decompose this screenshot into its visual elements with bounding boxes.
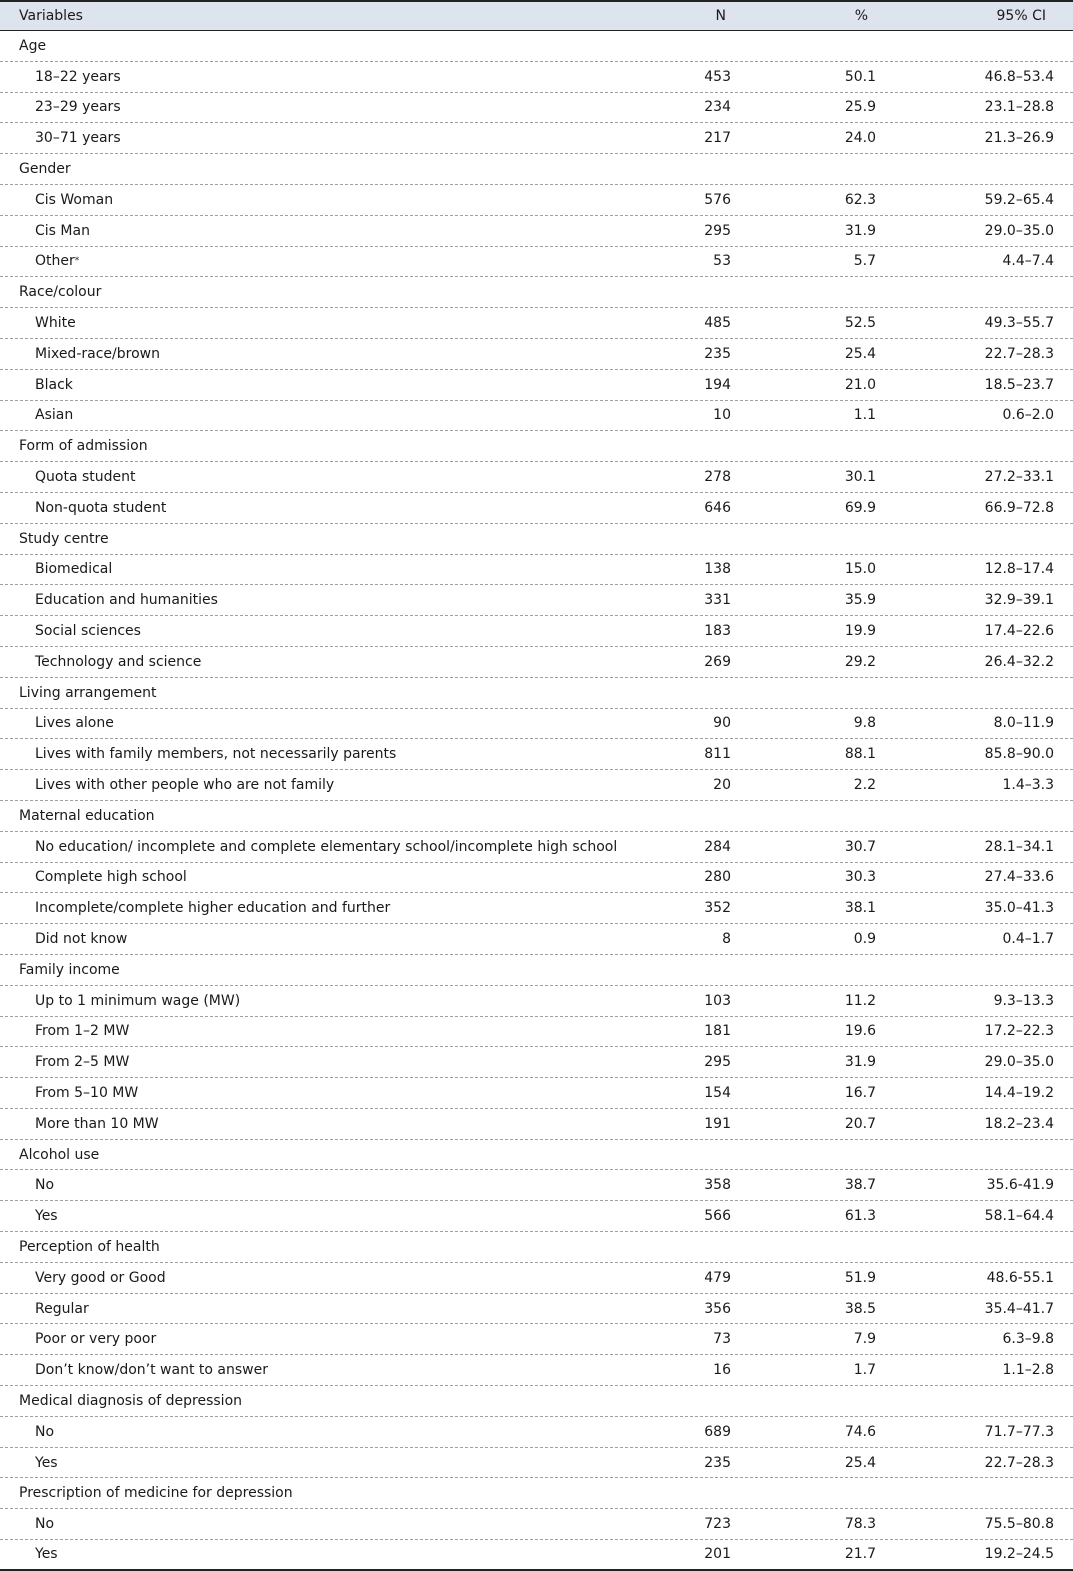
n-value: 181 <box>704 1023 731 1040</box>
n-value: 183 <box>704 623 731 640</box>
group-label <box>19 524 109 554</box>
ci-value: 6.3–9.8 <box>1002 1331 1054 1348</box>
table-row <box>0 986 1073 1017</box>
table-row <box>0 62 1073 93</box>
percent-value: 0.9 <box>853 931 876 947</box>
row-label <box>35 1170 54 1200</box>
header-variables: Variables <box>19 8 83 24</box>
group-label <box>19 678 156 708</box>
group-label <box>19 1478 293 1508</box>
n-value: 269 <box>704 653 731 670</box>
table-row <box>0 185 1073 216</box>
table-row <box>0 1201 1073 1232</box>
percent-value: 1.1 <box>853 407 876 424</box>
row-label <box>35 185 113 215</box>
n-value: 576 <box>704 191 731 208</box>
label-text: Study centre <box>19 530 109 547</box>
ci-value: 66.9–72.8 <box>984 499 1054 516</box>
row-label <box>35 863 187 893</box>
label-text: Mixed-race/brown <box>35 345 160 362</box>
group-label <box>19 801 155 831</box>
row-label <box>35 739 396 769</box>
label-text: Regular <box>35 1300 89 1317</box>
label-text: Maternal education <box>19 807 155 824</box>
label-text: Alcohol use <box>19 1146 100 1163</box>
group-header-row <box>0 154 1073 185</box>
label-text: No <box>35 1423 55 1440</box>
ci-value: 71.7–77.3 <box>984 1423 1054 1440</box>
label-text: Quota student <box>35 469 136 486</box>
label-text: Yes <box>35 1546 58 1563</box>
group-label <box>19 1140 99 1170</box>
row-label <box>35 1509 54 1539</box>
table-row <box>0 1509 1073 1540</box>
ci-value: 23.1–28.8 <box>984 99 1054 116</box>
n-value: 811 <box>704 746 731 763</box>
percent-value: 30.7 <box>844 838 876 855</box>
percent-value: 38.7 <box>844 1177 876 1194</box>
ci-value: 22.7–28.3 <box>984 1454 1054 1471</box>
label-text: Up to 1 minimum wage (MW) <box>35 992 241 1009</box>
label-text: Poor or very poor <box>35 1331 157 1348</box>
table-row <box>0 370 1073 401</box>
table-header <box>0 0 1073 31</box>
label-text: Non-quota student <box>35 499 167 516</box>
label-text: Asian <box>35 407 74 424</box>
table-row <box>0 1017 1073 1048</box>
row-label <box>35 339 160 369</box>
label-text: Family income <box>19 961 120 978</box>
ci-value: 8.0–11.9 <box>993 715 1054 732</box>
n-value: 103 <box>704 992 731 1009</box>
label-text: White <box>35 315 76 332</box>
group-label <box>19 154 71 184</box>
percent-value: 30.1 <box>844 469 876 486</box>
group-label <box>19 277 101 307</box>
percent-value: 69.9 <box>844 499 876 516</box>
n-value: 194 <box>704 376 731 393</box>
label-text: Technology and science <box>35 653 202 670</box>
label-text: Complete high school <box>35 869 187 886</box>
n-value: 90 <box>713 715 731 732</box>
ci-value: 18.2–23.4 <box>984 1115 1054 1132</box>
table-row <box>0 308 1073 339</box>
ci-value: 19.2–24.5 <box>984 1546 1054 1563</box>
percent-value: 30.3 <box>844 869 876 886</box>
group-header-row <box>0 1140 1073 1171</box>
label-text: Social sciences <box>35 623 141 640</box>
percent-value: 51.9 <box>844 1269 876 1286</box>
label-text: Very good or Good <box>35 1269 166 1286</box>
row-label <box>35 1201 58 1231</box>
label-text: 18–22 years <box>35 68 121 85</box>
ci-value: 1.1–2.8 <box>1002 1362 1054 1379</box>
percent-value: 88.1 <box>844 746 876 763</box>
group-label <box>19 1232 160 1262</box>
row-label <box>35 62 121 92</box>
group-header-row <box>0 678 1073 709</box>
n-value: 485 <box>704 315 731 332</box>
table-row <box>0 462 1073 493</box>
ci-value: 21.3–26.9 <box>984 130 1054 147</box>
n-value: 479 <box>704 1269 731 1286</box>
label-text: Cis Man <box>35 222 90 239</box>
group-label <box>19 1386 242 1416</box>
table-row <box>0 1417 1073 1448</box>
n-value: 10 <box>713 407 731 424</box>
row-label <box>35 1294 89 1324</box>
row-label <box>35 493 166 523</box>
table-row <box>0 1324 1073 1355</box>
label-text: From 2–5 MW <box>35 1054 130 1071</box>
row-label <box>35 616 141 646</box>
table-row <box>0 93 1073 124</box>
label-text: Biomedical <box>35 561 113 578</box>
ci-value: 4.4–7.4 <box>1002 253 1054 270</box>
ci-value: 9.3–13.3 <box>993 992 1054 1009</box>
table-row <box>0 1263 1073 1294</box>
label-text: Lives with other people who are not family <box>35 777 335 794</box>
row-label <box>35 832 617 862</box>
ci-value: 12.8–17.4 <box>984 561 1054 578</box>
table-row <box>0 1294 1073 1325</box>
group-header-row <box>0 801 1073 832</box>
label-text: Incomplete/complete higher education and further <box>35 900 391 917</box>
row-label <box>35 770 334 800</box>
label-text: More than 10 MW <box>35 1115 159 1132</box>
n-value: 566 <box>704 1208 731 1225</box>
row-label <box>35 585 218 615</box>
n-value: 278 <box>704 469 731 486</box>
n-value: 191 <box>704 1115 731 1132</box>
row-label <box>35 216 90 246</box>
table-row <box>0 1540 1073 1571</box>
ci-value: 14.4–19.2 <box>984 1084 1054 1101</box>
table-row <box>0 1109 1073 1140</box>
ci-value: 59.2–65.4 <box>984 191 1054 208</box>
label-text: No <box>35 1516 55 1533</box>
label-text: Race/colour <box>19 284 102 301</box>
label-text: Perception of health <box>19 1238 160 1255</box>
table-row <box>0 123 1073 154</box>
row-label <box>35 986 240 1016</box>
n-value: 53 <box>713 253 731 270</box>
label-text: 30–71 years <box>35 130 121 147</box>
percent-value: 50.1 <box>844 68 876 85</box>
ci-value: 49.3–55.7 <box>984 315 1054 332</box>
ci-value: 0.6–2.0 <box>1002 407 1054 424</box>
label-text: Prescription of medicine for depression <box>19 1485 293 1502</box>
row-label: Other * <box>35 253 80 270</box>
ci-value: 1.4–3.3 <box>1002 777 1054 794</box>
row-label <box>35 1017 129 1047</box>
n-value: 356 <box>704 1300 731 1317</box>
table-row <box>0 1355 1073 1386</box>
table-row <box>0 739 1073 770</box>
table-row <box>0 893 1073 924</box>
percent-value: 15.0 <box>844 561 876 578</box>
label-text: From 5–10 MW <box>35 1084 139 1101</box>
percent-value: 24.0 <box>844 130 876 147</box>
group-label <box>19 431 148 461</box>
n-value: 280 <box>704 869 731 886</box>
header-percent: % <box>854 8 868 24</box>
ci-value: 35.4–41.7 <box>984 1300 1054 1317</box>
table-row <box>0 585 1073 616</box>
label-text: Other <box>35 253 75 270</box>
row-label <box>35 93 121 123</box>
row-label <box>35 1448 58 1478</box>
row-label <box>35 924 127 954</box>
label-text: Lives alone <box>35 715 114 732</box>
percent-value: 19.6 <box>844 1023 876 1040</box>
n-value: 235 <box>704 345 731 362</box>
n-value: 295 <box>704 222 731 239</box>
ci-value: 46.8–53.4 <box>984 68 1054 85</box>
n-value: 217 <box>704 130 731 147</box>
percent-value: 62.3 <box>844 191 876 208</box>
percent-value: 9.8 <box>853 715 876 732</box>
n-value: 234 <box>704 99 731 116</box>
n-value: 154 <box>704 1084 731 1101</box>
row-label <box>35 1417 54 1447</box>
row-label <box>35 1540 58 1569</box>
group-header-row <box>0 1232 1073 1263</box>
table-row <box>0 770 1073 801</box>
ci-value: 48.6-55.1 <box>986 1269 1054 1286</box>
percent-value: 31.9 <box>844 1054 876 1071</box>
label-text: No education/ incomplete and complete elementary school/incomplete high school <box>35 838 618 855</box>
n-value: 295 <box>704 1054 731 1071</box>
percent-value: 74.6 <box>844 1423 876 1440</box>
percent-value: 38.1 <box>844 900 876 917</box>
percent-value: 11.2 <box>844 992 876 1009</box>
label-text: Medical diagnosis of depression <box>19 1392 243 1409</box>
group-header-row <box>0 955 1073 986</box>
n-value: 16 <box>713 1362 731 1379</box>
row-label <box>35 370 73 400</box>
ci-value: 35.6-41.9 <box>986 1177 1054 1194</box>
table-row <box>0 247 1073 278</box>
table-row <box>0 616 1073 647</box>
ci-value: 29.0–35.0 <box>984 1054 1054 1071</box>
ci-value: 17.2–22.3 <box>984 1023 1054 1040</box>
group-header-row <box>0 1478 1073 1509</box>
table-row <box>0 924 1073 955</box>
group-header-row <box>0 277 1073 308</box>
label-text: Cis Woman <box>35 191 114 208</box>
percent-value: 52.5 <box>844 315 876 332</box>
n-value: 352 <box>704 900 731 917</box>
group-label <box>19 31 46 61</box>
table-row <box>0 555 1073 586</box>
ci-value: 27.2–33.1 <box>984 469 1054 486</box>
percent-value: 20.7 <box>844 1115 876 1132</box>
percent-value: 38.5 <box>844 1300 876 1317</box>
percent-value: 25.4 <box>844 1454 876 1471</box>
n-value: 646 <box>704 499 731 516</box>
label-text: Don’t know/don’t want to answer <box>35 1362 268 1379</box>
table-row <box>0 863 1073 894</box>
ci-value: 29.0–35.0 <box>984 222 1054 239</box>
label-text: Living arrangement <box>19 684 157 701</box>
percent-value: 31.9 <box>844 222 876 239</box>
label-text: Form of admission <box>19 438 148 455</box>
row-label <box>35 555 112 585</box>
n-value: 201 <box>704 1546 731 1563</box>
table-row <box>0 339 1073 370</box>
percent-value: 16.7 <box>844 1084 876 1101</box>
table-row <box>0 1078 1073 1109</box>
label-text: Lives with family members, not necessarily parents <box>35 746 397 763</box>
row-label <box>35 462 136 492</box>
row-label <box>35 123 121 153</box>
row-label <box>35 308 76 338</box>
ci-value: 0.4–1.7 <box>1002 931 1054 947</box>
row-label <box>35 893 390 923</box>
row-label <box>35 647 201 677</box>
percent-value: 78.3 <box>844 1516 876 1533</box>
percent-value: 2.2 <box>853 777 876 794</box>
n-value: 331 <box>704 592 731 609</box>
percent-value: 25.9 <box>844 99 876 116</box>
n-value: 284 <box>704 838 731 855</box>
table-row <box>0 709 1073 740</box>
table-body <box>0 31 1073 1571</box>
ci-value: 17.4–22.6 <box>984 623 1054 640</box>
table-row <box>0 401 1073 432</box>
n-value: 689 <box>704 1423 731 1440</box>
n-value: 235 <box>704 1454 731 1471</box>
percent-value: 25.4 <box>844 345 876 362</box>
label-text: Education and humanities <box>35 592 218 609</box>
group-header-row <box>0 431 1073 462</box>
table-row <box>0 832 1073 863</box>
percent-value: 61.3 <box>844 1208 876 1225</box>
label-text: Gender <box>19 161 71 178</box>
table-row <box>0 647 1073 678</box>
n-value: 20 <box>713 777 731 794</box>
label-text: 23–29 years <box>35 99 121 116</box>
row-label <box>35 1324 156 1354</box>
row-label <box>35 709 114 739</box>
label-text: Age <box>19 37 47 54</box>
group-header-row <box>0 1386 1073 1417</box>
ci-value: 26.4–32.2 <box>984 653 1054 670</box>
percent-value: 21.7 <box>844 1546 876 1563</box>
label-text: Yes <box>35 1208 58 1225</box>
label-text: Did not know <box>35 931 128 947</box>
n-value: 723 <box>704 1516 731 1533</box>
group-label <box>19 955 120 985</box>
percent-value: 35.9 <box>844 592 876 609</box>
label-text: No <box>35 1177 55 1194</box>
n-value: 453 <box>704 68 731 85</box>
ci-value: 28.1–34.1 <box>984 838 1054 855</box>
table-row <box>0 216 1073 247</box>
percent-value: 1.7 <box>853 1362 876 1379</box>
ci-value: 85.8–90.0 <box>984 746 1054 763</box>
ci-value: 75.5–80.8 <box>984 1516 1054 1533</box>
table-row <box>0 1047 1073 1078</box>
ci-value: 22.7–28.3 <box>984 345 1054 362</box>
group-header-row <box>0 524 1073 555</box>
table-row <box>0 1448 1073 1479</box>
ci-value: 27.4–33.6 <box>984 869 1054 886</box>
row-label <box>35 1263 166 1293</box>
label-text: From 1–2 MW <box>35 1023 130 1040</box>
n-value: 138 <box>704 561 731 578</box>
row-label <box>35 1355 268 1385</box>
row-label <box>35 1109 159 1139</box>
group-header-row <box>0 31 1073 62</box>
n-value: 8 <box>722 931 731 947</box>
row-label <box>35 1078 138 1108</box>
row-label <box>35 401 73 431</box>
percent-value: 7.9 <box>853 1331 876 1348</box>
ci-value: 35.0–41.3 <box>984 900 1054 917</box>
percent-value: 5.7 <box>853 253 876 270</box>
row-label <box>35 1047 129 1077</box>
label-text: Black <box>35 376 73 393</box>
percent-value: 19.9 <box>844 623 876 640</box>
table-row <box>0 493 1073 524</box>
n-value: 73 <box>713 1331 731 1348</box>
ci-value: 58.1–64.4 <box>984 1208 1054 1225</box>
percent-value: 29.2 <box>844 653 876 670</box>
header-ci: 95% CI <box>996 8 1046 24</box>
table-row <box>0 1170 1073 1201</box>
percent-value: 21.0 <box>844 376 876 393</box>
ci-value: 18.5–23.7 <box>984 376 1054 393</box>
n-value: 358 <box>704 1177 731 1194</box>
header-n: N <box>715 8 726 24</box>
ci-value: 32.9–39.1 <box>984 592 1054 609</box>
label-text: Yes <box>35 1454 58 1471</box>
